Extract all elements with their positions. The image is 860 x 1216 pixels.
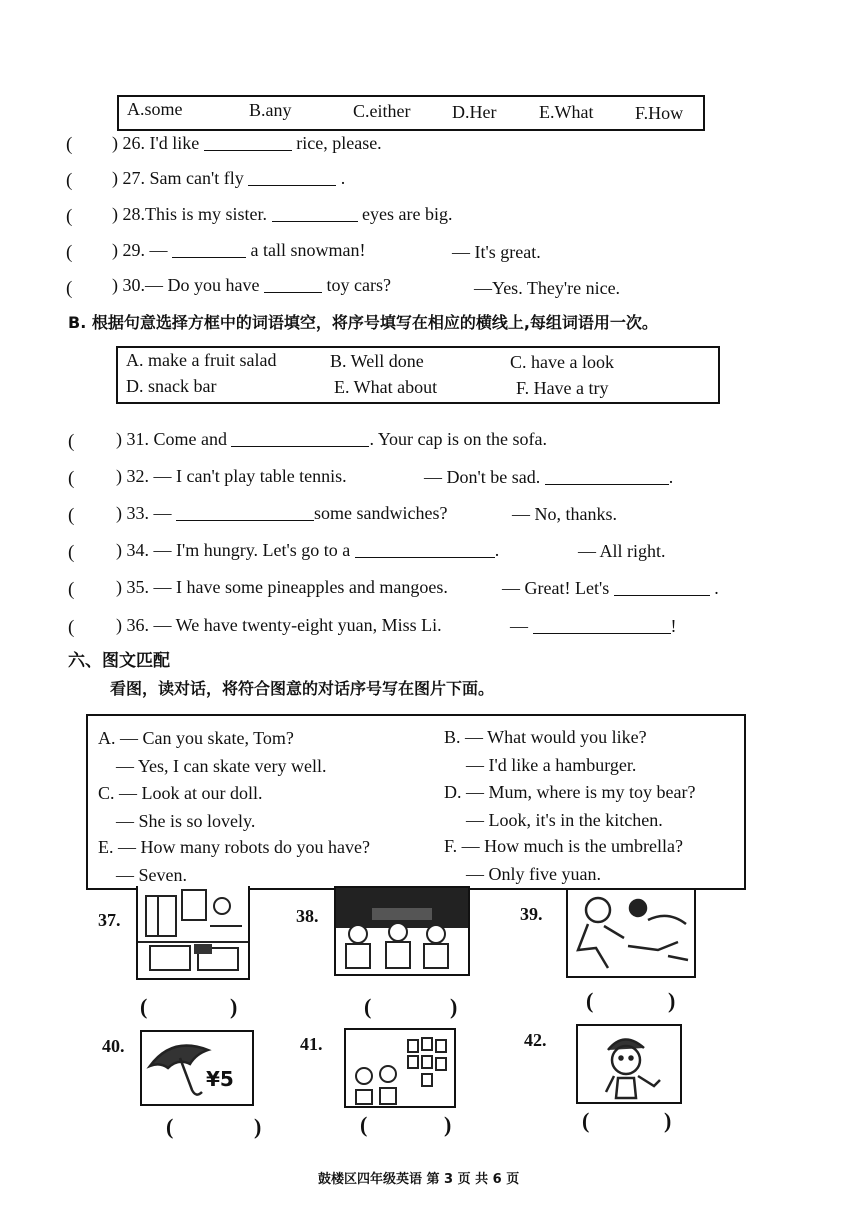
robots-sketch: [346, 1030, 454, 1106]
blank-26[interactable]: [204, 150, 292, 151]
answer-paren-34[interactable]: (: [68, 542, 75, 563]
restaurant-sketch: [336, 888, 468, 974]
option-d: D.Her: [452, 102, 497, 122]
picture-42-label: 42.: [524, 1030, 547, 1050]
question-29: ) 29. — a tall snowman!: [112, 240, 366, 260]
picture-39-label: 39.: [520, 904, 543, 924]
answer-paren-41-open[interactable]: (: [360, 1112, 368, 1137]
picture-41-robots: [344, 1028, 456, 1108]
umbrella-sketch: [142, 1032, 252, 1104]
option-b-f: F. Have a try: [516, 378, 609, 398]
answer-paren-33[interactable]: (: [68, 505, 75, 526]
part-a-options-box: [117, 95, 705, 131]
answer-paren-40-open[interactable]: (: [166, 1114, 174, 1139]
answer-paren-28[interactable]: (: [66, 206, 73, 227]
answer-paren-41-close: ): [444, 1112, 452, 1137]
picture-42-doll: [576, 1024, 682, 1104]
question-32: ) 32. — I can't play table tennis.: [116, 466, 347, 486]
option-e: E.What: [539, 102, 594, 122]
reply-30: —Yes. They're nice.: [474, 278, 621, 298]
answer-paren-39-close: ): [668, 988, 676, 1013]
blank-27[interactable]: [248, 185, 336, 186]
price-label: ¥5: [206, 1067, 234, 1091]
question-32-reply: — Don't be sad. .: [424, 467, 674, 487]
picture-38-label: 38.: [296, 906, 319, 926]
answer-paren-37-close: ): [230, 994, 238, 1019]
picture-37-kitchen: [136, 886, 250, 980]
option-a: A.some: [127, 99, 183, 119]
dialogue-e-line1: E. — How many robots do you have?: [98, 837, 370, 857]
dialogue-b-line1: B. — What would you like?: [444, 727, 647, 747]
skating-sketch: [568, 890, 694, 976]
option-b-d: D. snack bar: [126, 376, 217, 396]
dialogue-f-line2: — Only five yuan.: [466, 864, 601, 884]
answer-paren-29[interactable]: (: [66, 242, 73, 263]
reply-29: — It's great.: [452, 242, 541, 262]
dialogue-box: [86, 714, 746, 890]
part-b-heading: B. 根据句意选择方框中的词语填空，将序号填写在相应的横线上,每组词语用一次。: [68, 313, 658, 332]
answer-paren-35[interactable]: (: [68, 579, 75, 600]
answer-paren-42-open[interactable]: (: [582, 1108, 590, 1133]
question-31: ) 31. Come and . Your cap is on the sofa.: [116, 429, 547, 449]
picture-39-skating: [566, 888, 696, 978]
answer-paren-27[interactable]: (: [66, 170, 73, 191]
dialogue-c-line2: — She is so lovely.: [116, 811, 256, 831]
picture-37-label: 37.: [98, 910, 121, 930]
blank-28[interactable]: [272, 221, 358, 222]
dialogue-f-line1: F. — How much is the umbrella?: [444, 836, 684, 856]
doll-sketch: [578, 1026, 680, 1102]
blank-31[interactable]: [231, 446, 369, 447]
answer-paren-30[interactable]: (: [66, 278, 73, 299]
option-b-a: A. make a fruit salad: [126, 350, 277, 370]
dialogue-c-line1: C. — Look at our doll.: [98, 783, 263, 803]
picture-38-restaurant: [334, 886, 470, 976]
picture-41-label: 41.: [300, 1034, 323, 1054]
question-36: ) 36. — We have twenty-eight yuan, Miss Li.: [116, 615, 442, 635]
answer-paren-31[interactable]: (: [68, 431, 75, 452]
answer-paren-32[interactable]: (: [68, 468, 75, 489]
answer-paren-42-close: ): [664, 1108, 672, 1133]
option-b-b: B. Well done: [330, 351, 424, 371]
blank-29[interactable]: [172, 257, 246, 258]
blank-32[interactable]: [545, 484, 669, 485]
answer-paren-38-open[interactable]: (: [364, 994, 372, 1019]
answer-paren-36[interactable]: (: [68, 617, 75, 638]
page-footer: 鼓楼区四年级英语 第 3 页 共 6 页: [318, 1172, 520, 1187]
question-33: ) 33. — some sandwiches?: [116, 503, 448, 523]
reply-34: — All right.: [578, 541, 666, 561]
question-35-reply: — Great! Let's .: [502, 578, 719, 598]
question-26: ) 26. I'd like rice, please.: [112, 133, 382, 153]
option-c: C.either: [353, 101, 411, 121]
blank-35[interactable]: [614, 595, 710, 596]
question-30: ) 30.— Do you have toy cars?: [112, 275, 391, 295]
question-36-reply: — !: [510, 616, 677, 636]
picture-40-label: 40.: [102, 1036, 125, 1056]
answer-paren-40-close: ): [254, 1114, 262, 1139]
dialogue-e-line2: — Seven.: [116, 865, 187, 885]
answer-paren-38-close: ): [450, 994, 458, 1019]
blank-34[interactable]: [355, 557, 495, 558]
kitchen-sketch: [138, 886, 248, 978]
question-27: ) 27. Sam can't fly .: [112, 168, 346, 188]
section-6-title: 六、图文匹配: [68, 651, 170, 671]
reply-33: — No, thanks.: [512, 504, 617, 524]
answer-paren-37-open[interactable]: (: [140, 994, 148, 1019]
option-b-e: E. What about: [334, 377, 438, 397]
dialogue-b-line2: — I'd like a hamburger.: [466, 755, 637, 775]
part-b-options-box: [116, 346, 720, 404]
blank-33[interactable]: [176, 520, 314, 521]
option-f: F.How: [635, 103, 684, 123]
dialogue-a-line2: — Yes, I can skate very well.: [116, 756, 327, 776]
picture-40-umbrella: [140, 1030, 254, 1106]
question-35: ) 35. — I have some pineapples and mangoes.: [116, 577, 448, 597]
dialogue-d-line1: D. — Mum, where is my toy bear?: [444, 782, 696, 802]
blank-36[interactable]: [533, 633, 671, 634]
section-6-instruction: 看图，读对话，将符合图意的对话序号写在图片下面。: [110, 679, 495, 698]
question-34: ) 34. — I'm hungry. Let's go to a .: [116, 540, 500, 560]
blank-30[interactable]: [264, 292, 322, 293]
dialogue-d-line2: — Look, it's in the kitchen.: [466, 810, 663, 830]
answer-paren-26[interactable]: (: [66, 134, 73, 155]
dialogue-a-line1: A. — Can you skate, Tom?: [98, 728, 294, 748]
option-b: B.any: [249, 100, 292, 120]
option-b-c: C. have a look: [510, 352, 614, 372]
answer-paren-39-open[interactable]: (: [586, 988, 594, 1013]
question-28: ) 28.This is my sister. eyes are big.: [112, 204, 453, 224]
